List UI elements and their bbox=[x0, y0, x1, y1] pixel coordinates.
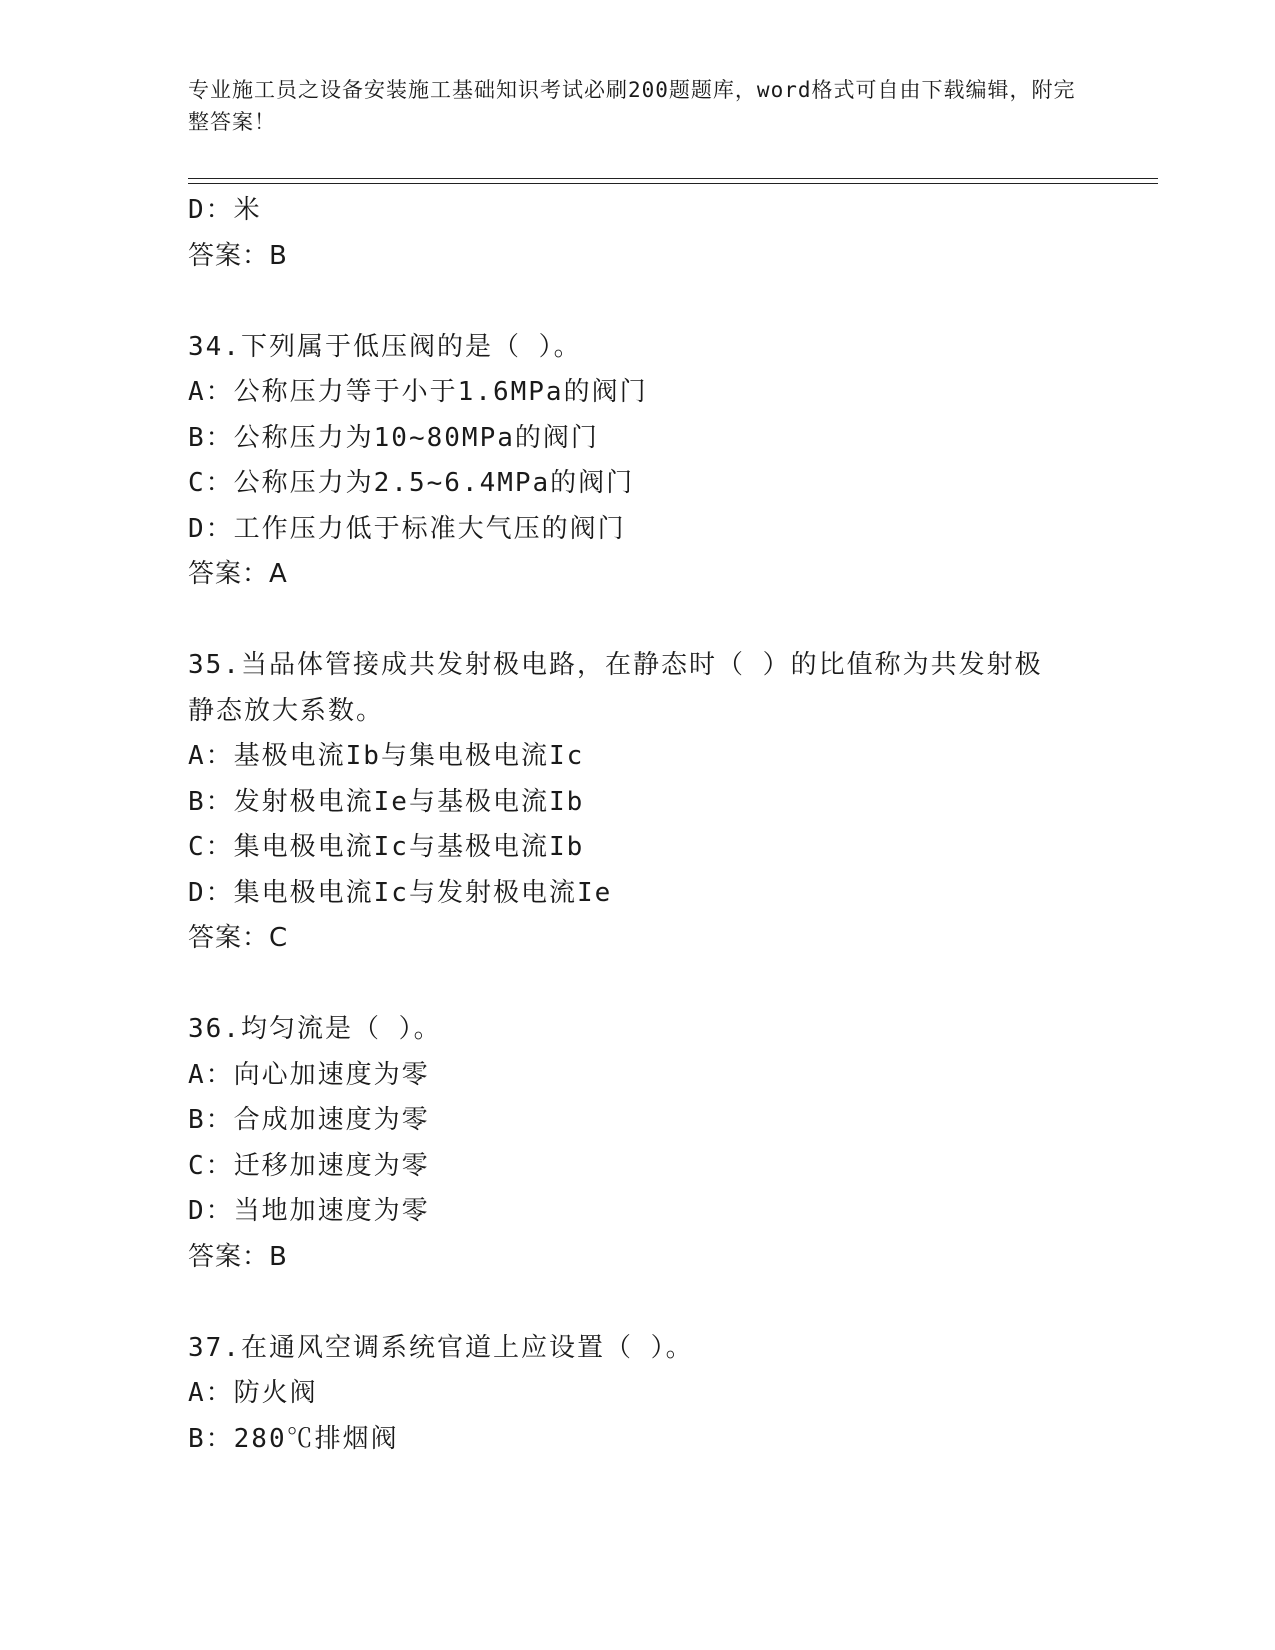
question-36 bbox=[188, 1007, 1148, 1280]
option-a: A：防火阀 bbox=[188, 1378, 318, 1408]
option-d: D：工作压力低于标准大气压的阀门 bbox=[188, 513, 626, 544]
document-body bbox=[188, 188, 1148, 1462]
answer-line: 答案：B bbox=[188, 240, 288, 271]
header-divider-bottom bbox=[188, 183, 1158, 184]
answer-line: 答案：C bbox=[188, 923, 289, 953]
option-c: C：公称压力为2.5~6.4MPa的阀门 bbox=[188, 468, 635, 498]
question-stem-line-1: 35.当品体管接成共发射极电路，在静态时（ ）的比值称为共发射极 bbox=[188, 650, 1043, 680]
question-stem-line-2: 静态放大系数。 bbox=[188, 695, 385, 726]
option-a: A：公称压力等于小于1.6MPa的阀门 bbox=[188, 377, 648, 407]
question-stem: 37.在通风空调系统官道上应设置（ ）。 bbox=[188, 1332, 694, 1363]
option-b: B：公称压力为10~80MPa的阀门 bbox=[188, 422, 599, 453]
option-c: C：集电极电流Ic与基极电流Ib bbox=[188, 832, 585, 862]
option-a: A：基极电流Ib与集电极电流Ic bbox=[188, 741, 585, 771]
answer-line: 答案：B bbox=[188, 1241, 288, 1272]
option-d: D：米 bbox=[188, 195, 262, 225]
document-header bbox=[188, 74, 1078, 138]
header-divider-top bbox=[188, 178, 1158, 179]
option-d: D：集电极电流Ic与发射极电流Ie bbox=[188, 877, 613, 908]
option-b: B：发射极电流Ie与基极电流Ib bbox=[188, 786, 585, 817]
spacer bbox=[188, 279, 1148, 325]
question-35 bbox=[188, 643, 1148, 962]
option-d: D：当地加速度为零 bbox=[188, 1196, 430, 1226]
option-c: C：迁移加速度为零 bbox=[188, 1150, 430, 1181]
question-34 bbox=[188, 325, 1148, 598]
answer-line: 答案：A bbox=[188, 559, 288, 589]
option-a: A：向心加速度为零 bbox=[188, 1059, 430, 1090]
option-b: B：280℃排烟阀 bbox=[188, 1423, 399, 1454]
question-stem: 34.下列属于低压阀的是（ ）。 bbox=[188, 331, 582, 362]
spacer bbox=[188, 598, 1148, 644]
header-title: 专业施工员之设备安装施工基础知识考试必刷200题题库，word格式可自由下载编辑，附完整答案！ bbox=[188, 78, 1076, 134]
question-37 bbox=[188, 1326, 1148, 1463]
question-stem: 36.均匀流是（ ）。 bbox=[188, 1014, 442, 1044]
spacer bbox=[188, 1280, 1148, 1326]
spacer bbox=[188, 962, 1148, 1008]
option-b: B：合成加速度为零 bbox=[188, 1105, 430, 1135]
